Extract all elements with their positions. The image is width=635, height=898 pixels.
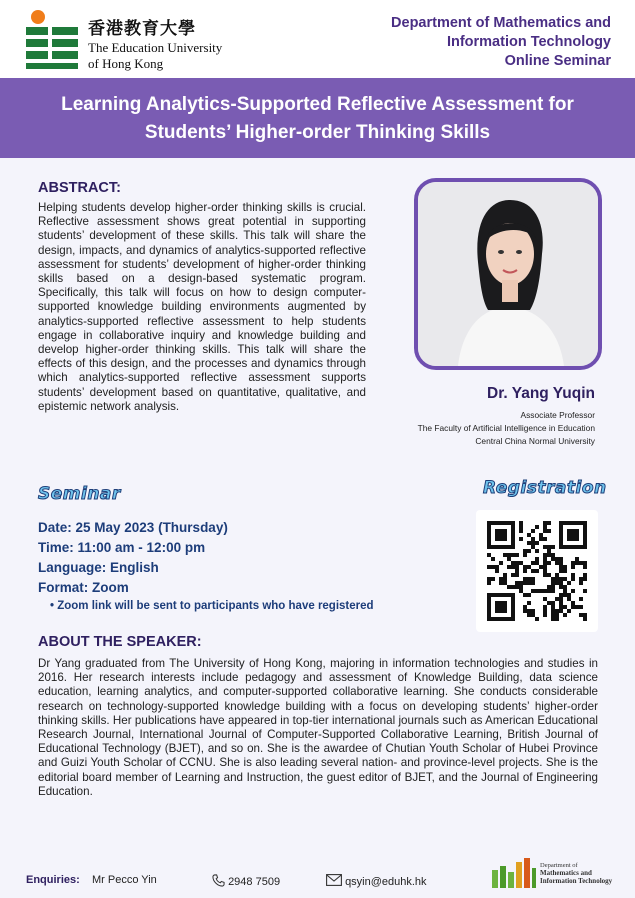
seminar-language: Language: English bbox=[38, 560, 159, 575]
university-name-cn: 香港教育大學 bbox=[88, 19, 196, 39]
seminar-time: Time: 11:00 am - 12:00 pm bbox=[38, 540, 206, 555]
phone-icon bbox=[212, 874, 225, 887]
registration-label: Registration bbox=[483, 478, 607, 498]
speaker-name: Dr. Yang Yuqin bbox=[487, 385, 595, 402]
contact-phone[interactable] bbox=[212, 874, 280, 888]
department-line2: Information Technology bbox=[446, 34, 611, 50]
eduhk-logo-icon bbox=[24, 9, 80, 71]
mail-icon bbox=[326, 874, 342, 886]
abstract-heading: ABSTRACT: bbox=[38, 180, 121, 196]
university-name-en-line1: The Education University bbox=[88, 40, 223, 55]
footer bbox=[0, 864, 635, 898]
mit-logo-icon bbox=[490, 858, 538, 888]
abstract-body: Helping students develop higher-order thinking skills is crucial. Reflective assessment shows great potential in supporting students’ development of these skills. This talk will share the design, impacts, and dynamics of analytics-supported reflective assessment for students’ development of higher-order thinking skills based on a design-based systematic program. Specifically, this talk will focus on how to design computer-supported knowledge building environments augmented by analytics-supported reflective assessment to help students engage in collaborative inquiry and knowledge building and develop higher-order thinking skills. This talk will share the effects of this design, and the processes and dynamics through which analytics-supported reflective assessment supports students’ development based on quantitative, qualitative, and epistemic network analysis. bbox=[38, 201, 366, 413]
speaker-affiliation bbox=[418, 409, 595, 448]
zoom-note bbox=[50, 600, 374, 612]
seminar-title-line2: Students’ Higher-order Thinking Skills bbox=[144, 122, 491, 143]
department-line1: Department of Mathematics and bbox=[391, 15, 611, 31]
registration-qr-code[interactable] bbox=[476, 510, 598, 632]
speaker-faculty: The Faculty of Artificial Intelligence in Education bbox=[417, 423, 595, 433]
seminar-date: Date: 25 May 2023 (Thursday) bbox=[38, 520, 228, 535]
mit-logo-line1: Department of bbox=[540, 862, 578, 869]
qr-code-icon bbox=[476, 510, 598, 632]
header bbox=[0, 0, 635, 78]
mit-department-logo bbox=[490, 858, 620, 892]
mit-logo-line3: Information Technology bbox=[540, 877, 613, 885]
about-heading: ABOUT THE SPEAKER: bbox=[38, 634, 202, 650]
about-body: Dr Yang graduated from The University of Hong Kong, majoring in information technologies and studies in 2016. Her research interests include pedagogy and assessment of Knowledge Building, data science education, learning analytics, and computer-supported collaborative learning. She conducts considerable research on technology-supported knowledge building with a focus on developing students’ higher-order thinking skills. Her publications have appeared in top-tier international journals such as American Educational Research Journal, International Journal of Computer-Supported Collaborative Learning, British Journal of Educational Technology (BJET), and so on. She is the awardee of Chutian Youth Scholar of Hubei Province and Guizi Youth Scholar of CCNU. She is also leading several nation- and province-level projects. She is the editorial board member of Learning and Instruction, the guest editor of BJET, and the Journal of Engineering Education. bbox=[38, 657, 598, 798]
university-name-en-line2: of Hong Kong bbox=[88, 56, 164, 71]
mit-logo-line2: Mathematics and bbox=[540, 869, 592, 877]
seminar-format: Format: Zoom bbox=[38, 580, 129, 595]
seminar-title bbox=[0, 78, 635, 158]
speaker-university: Central China Normal University bbox=[475, 436, 595, 446]
seminar-title-line1: Learning Analytics-Supported Reflective Assessment for bbox=[61, 94, 574, 115]
zoom-note-text: Zoom link will be sent to participants who have registered bbox=[57, 600, 374, 612]
contact-email[interactable] bbox=[326, 874, 427, 888]
contact-name: Mr Pecco Yin bbox=[92, 874, 157, 886]
email-address: qsyin@eduhk.hk bbox=[345, 876, 427, 888]
department-line3: Online Seminar bbox=[504, 53, 611, 69]
speaker-portrait-icon bbox=[418, 182, 598, 366]
speaker-title: Associate Professor bbox=[520, 410, 595, 420]
enquiries-label: Enquiries: bbox=[26, 874, 80, 886]
speaker-photo bbox=[414, 178, 602, 370]
seminar-label: Seminar bbox=[38, 484, 121, 504]
department-title bbox=[391, 14, 611, 71]
bullet-icon: • bbox=[50, 600, 58, 612]
phone-number: 2948 7509 bbox=[228, 876, 281, 888]
